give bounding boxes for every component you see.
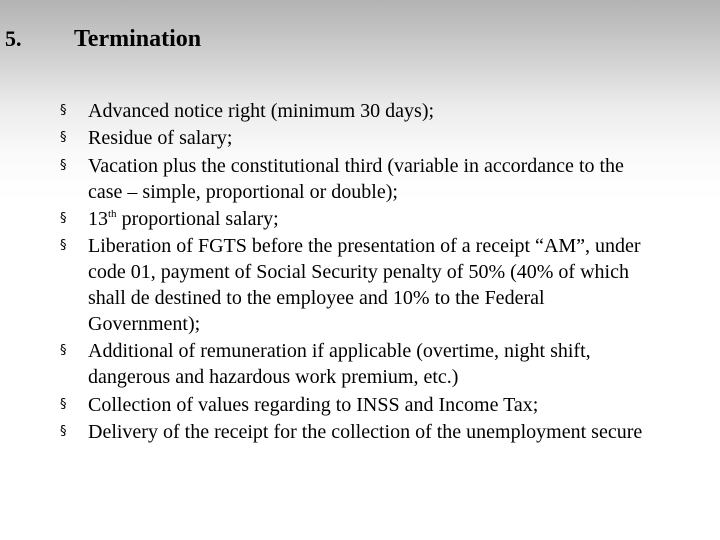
bullet-text: Vacation plus the constitutional third (variable in accordance to the case – simple, proportional or double); (88, 154, 624, 203)
bullet-item-receipt (60, 419, 660, 445)
bullet-text: Collection of values regarding to INSS and Income Tax; (88, 393, 539, 416)
square-bullet-icon: § (60, 424, 67, 440)
bullet-text: Delivery of the receipt for the collection of the unemployment secure (88, 421, 643, 444)
bullet-text: Residue of salary; (88, 127, 233, 150)
bullet-item-notice (60, 98, 660, 124)
square-bullet-icon: § (60, 130, 67, 146)
bullet-item-vacation (60, 153, 660, 205)
slide-number: 5. (5, 26, 22, 51)
square-bullet-icon: § (60, 103, 67, 118)
bullet-text: Additional of remuneration if applicable (overtime, night shift, dangerous and hazardous work premium, etc.) (88, 340, 591, 389)
square-bullet-icon: § (60, 396, 67, 412)
bullet-text: Advanced notice right (minimum 30 days); (88, 100, 435, 122)
slide-title: Termination (74, 26, 202, 52)
bullet-text: proportional salary; (116, 207, 279, 230)
bullet-text-number: 13 (88, 207, 108, 230)
bullet-item-salary-residue (60, 125, 660, 151)
bullet-list (60, 98, 660, 446)
square-bullet-icon: § (60, 210, 67, 226)
bullet-text: Liberation of FGTS before the presentation of a receipt “AM”, under code 01, payment of Social Security penalty of 50% (40% of which shall de destined to the employee and 10% to the Federal Government); (88, 235, 641, 336)
bullet-item-fgts (60, 233, 660, 337)
bullet-item-13th-salary (60, 206, 660, 232)
square-bullet-icon: § (60, 238, 67, 254)
bullet-item-inss-tax (60, 392, 660, 418)
square-bullet-icon: § (60, 343, 67, 359)
bullet-item-remuneration (60, 338, 660, 390)
square-bullet-icon: § (60, 157, 67, 173)
bullet-text-superscript: th (108, 207, 117, 220)
